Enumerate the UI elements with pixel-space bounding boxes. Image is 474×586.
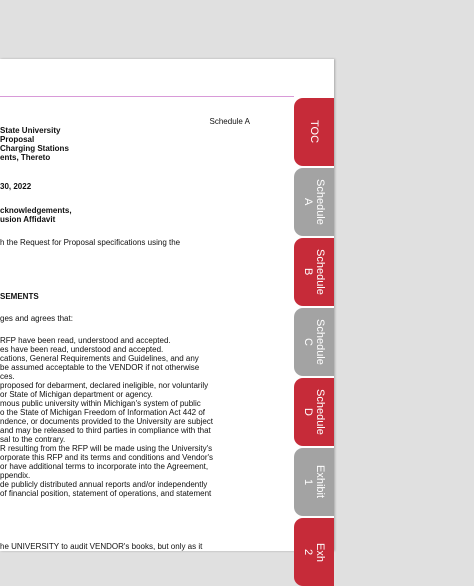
body-line: R resulting from the RFP will be made using the University's [0, 444, 213, 453]
header-line: Charging Stations [0, 144, 69, 153]
body-line: sal to the contrary. [0, 435, 66, 444]
body-line: mous public university within Michigan's system of public [0, 399, 201, 408]
body-line: de publicly distributed annual reports and/or independently [0, 480, 208, 489]
body-line: proposed for debarment, declared ineligible, nor voluntarily [0, 381, 209, 390]
section-tabs [294, 98, 334, 562]
body-line: RFP have been read, understood and accepted. [0, 336, 171, 345]
tab-schedule-a[interactable] [294, 168, 334, 236]
tab-label: Exh 2 [302, 542, 326, 562]
tab-label: TOC [308, 120, 320, 144]
tab-label: Schedule D [302, 389, 326, 435]
body-line: or State of Michigan department or agency. [0, 390, 153, 399]
intro-line: h the Request for Proposal specifications using the [0, 238, 181, 247]
tab-exhibit-2[interactable] [294, 518, 334, 586]
header-rule [0, 96, 294, 97]
body-line: cations, General Requirements and Guidelines, and any [0, 354, 199, 363]
date-line: 30, 2022 [0, 182, 32, 191]
body-line: ppendix. [0, 471, 31, 480]
subtitle-line: usion Affidavit [0, 215, 56, 224]
body-line: he UNIVERSITY to audit VENDOR's books, but only as it [0, 542, 203, 551]
body-line: o the State of Michigan Freedom of Information Act 442 of [0, 408, 206, 417]
tab-toc[interactable] [294, 98, 334, 166]
body-line: es have been read, understood and accepted. [0, 345, 164, 354]
tab-schedule-c[interactable] [294, 308, 334, 376]
schedule-label: Schedule A [209, 117, 250, 126]
tab-label: Exhibit 1 [302, 465, 326, 499]
section-heading: SEMENTS [0, 292, 39, 301]
header-line: ents, Thereto [0, 153, 51, 162]
body-line: orporate this RFP and its terms and conditions and Vendor's [0, 453, 214, 462]
body-line: and may be released to third parties in compliance with that [0, 426, 211, 435]
header-line: State University [0, 126, 61, 135]
tab-label: Schedule C [302, 319, 326, 365]
body-line: of financial position, statement of operations, and statement [0, 489, 212, 498]
lead-line: ges and agrees that: [0, 314, 73, 323]
body-line: ces. [0, 372, 15, 381]
tab-schedule-d[interactable] [294, 378, 334, 446]
body-line: or have additional terms to incorporate into the Agreement, [0, 462, 209, 471]
subtitle-line: cknowledgements, [0, 206, 72, 215]
tab-exhibit-1[interactable] [294, 448, 334, 516]
tab-schedule-b[interactable] [294, 238, 334, 306]
header-line: Proposal [0, 135, 35, 144]
tab-label: Schedule A [302, 179, 326, 225]
body-line: ndence, or documents provided to the University are subject [0, 417, 214, 426]
body-line: be assumed acceptable to the VENDOR if not otherwise [0, 363, 200, 372]
document-page [0, 59, 334, 551]
tab-label: Schedule B [302, 249, 326, 295]
